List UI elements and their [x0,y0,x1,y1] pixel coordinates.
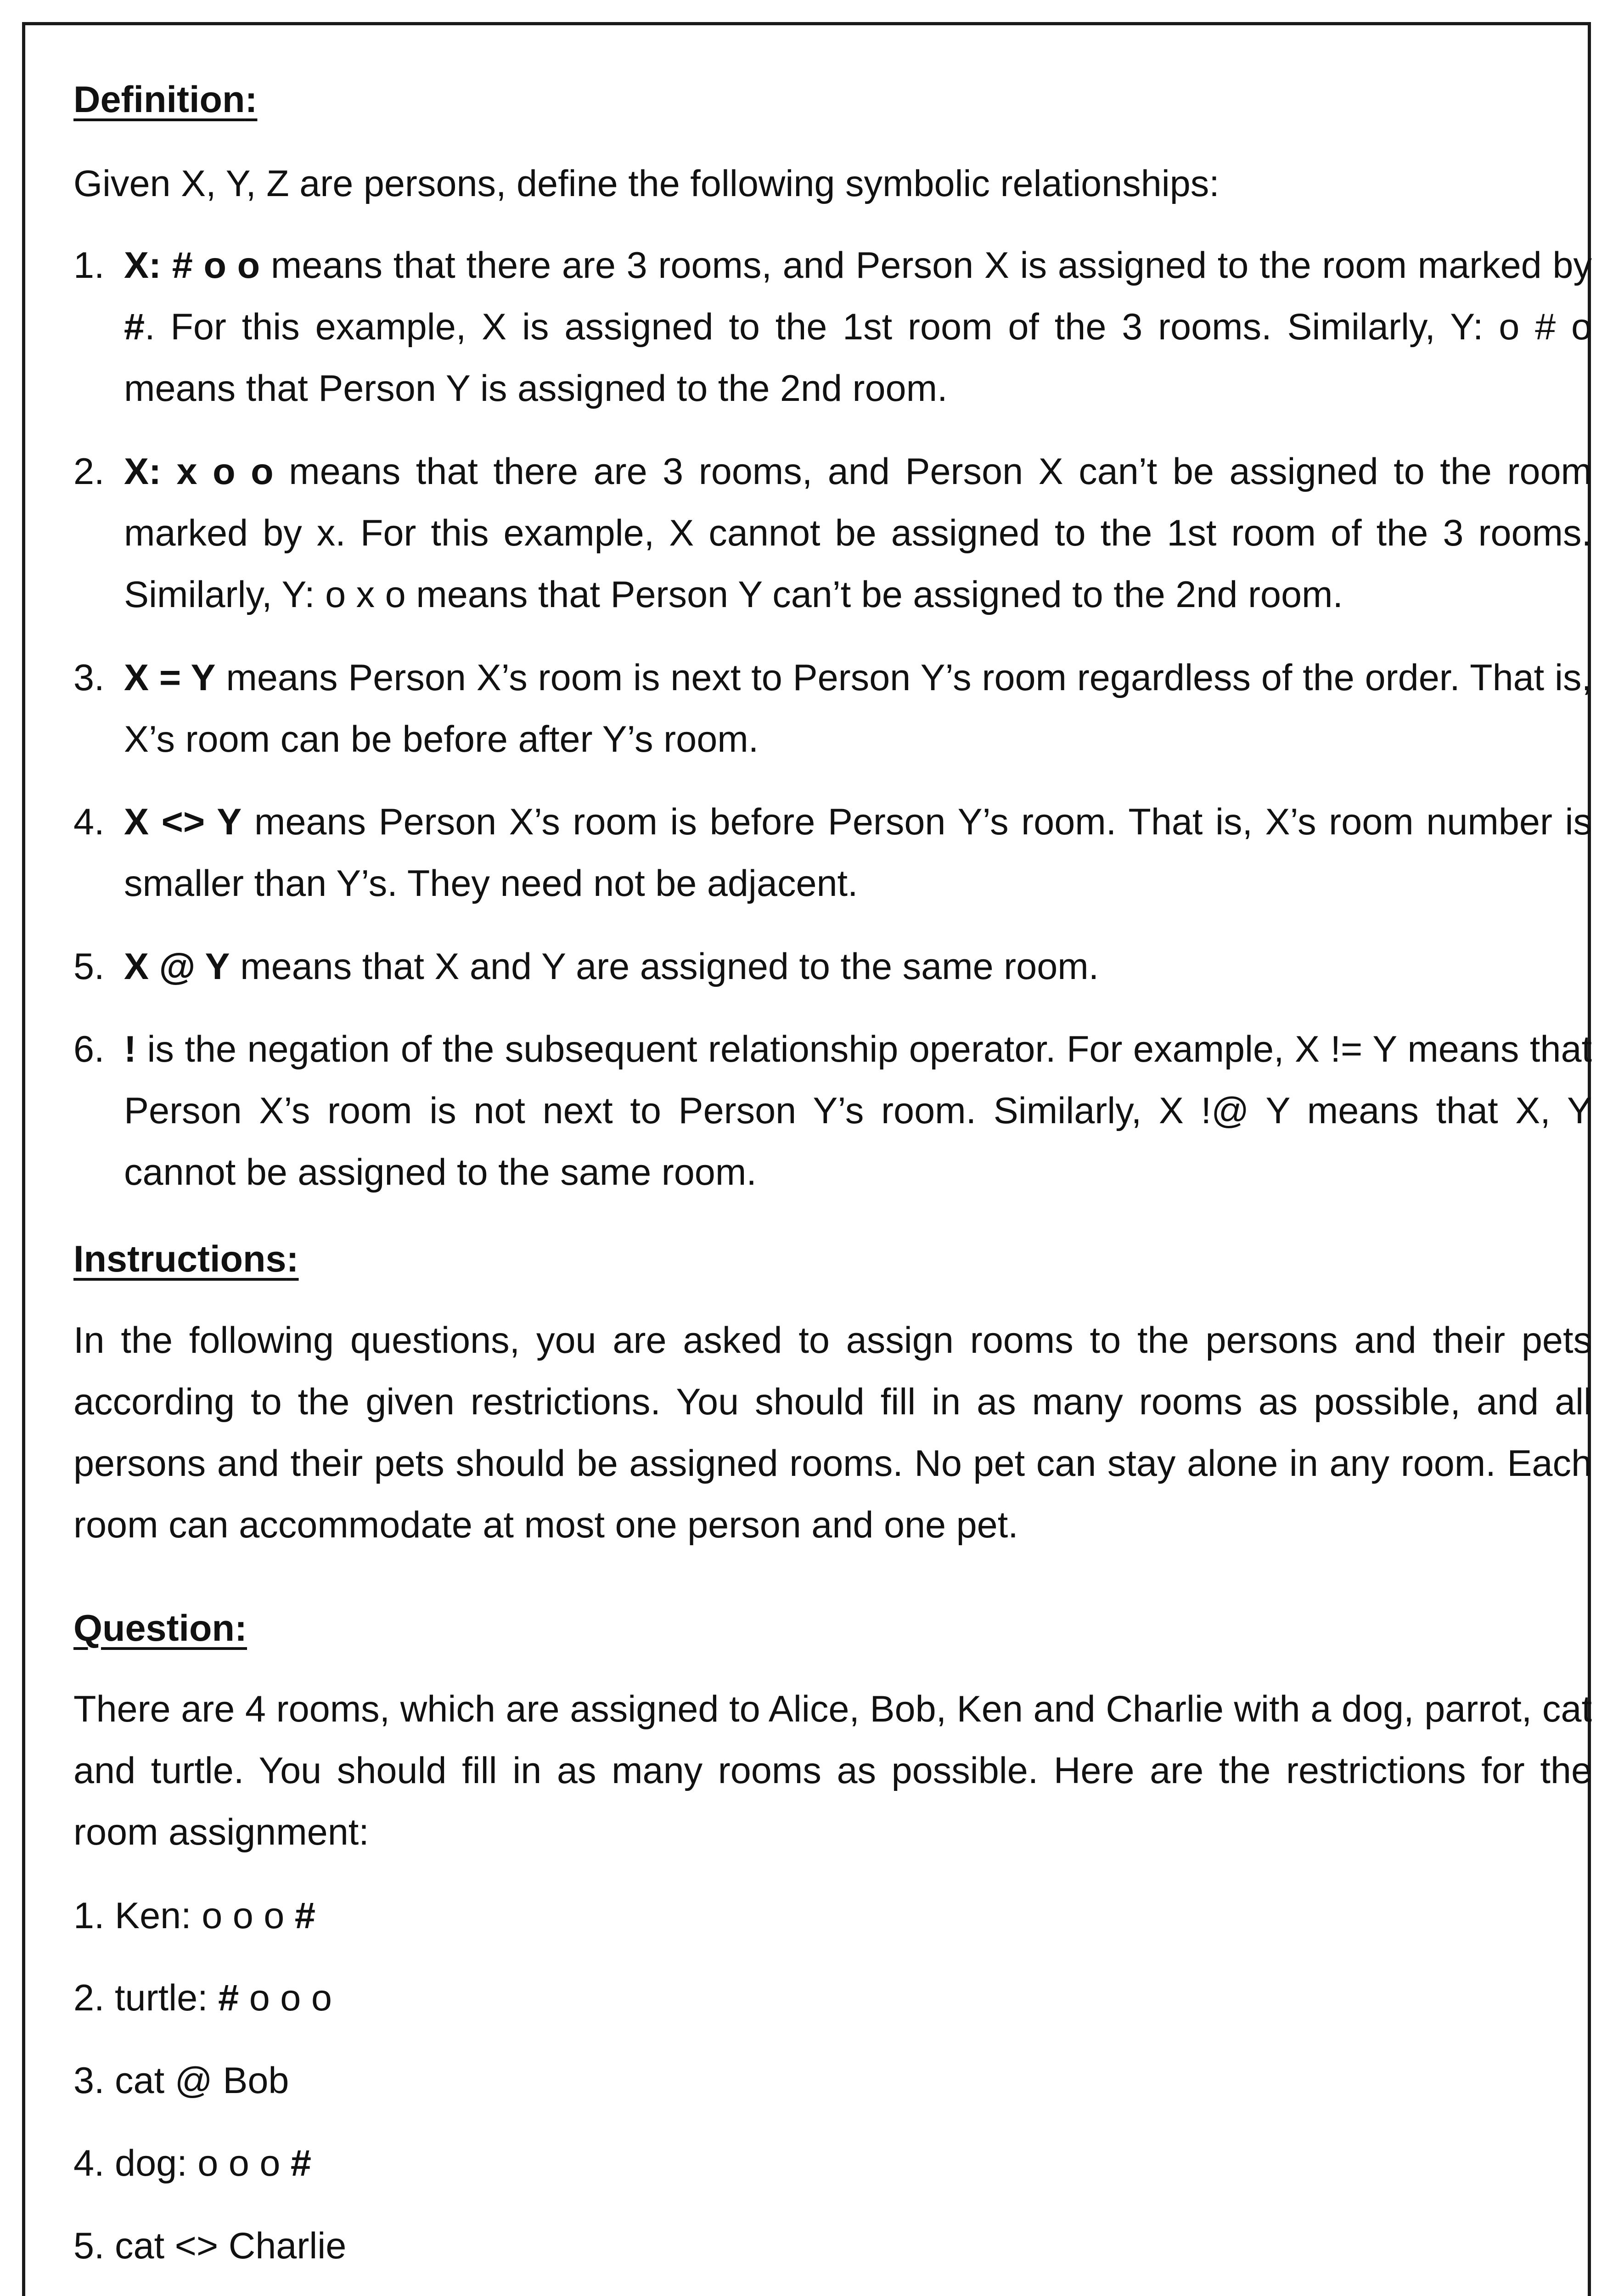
instructions-heading: Instructions: [73,1238,299,1280]
definition-item-symbol: ! [124,1029,136,1070]
question-heading: Question: [73,1608,247,1649]
restriction-3: 3. cat @ Bob [73,2060,289,2101]
definition-item-symbol: X <> Y [124,801,242,843]
definition-item-symbol: X: x o o [124,451,274,492]
question-intro: There are 4 rooms, which are assigned to Alice, Bob, Ken and Charlie with a dog, parrot, cat and turtle. You should fill in as many rooms as possible. Here are the restrictions for the room assignment: [73,1688,1592,1853]
definition-item-4: 4. X <> Y means Person X’s room is before Person Y’s room. That is, X’s room number is smaller than Y’s. They need not be adjacent. [73,801,1592,904]
definition-item-symbol: X: # o o [124,245,260,286]
definition-item-1: 1. X: # o o means that there are 3 rooms, and Person X is assigned to the room marked by #. For this example, X is assigned to the 1st room of the 3 rooms. Similarly, Y: o # o means that Person Y is assigned to the 2nd room. [73,245,1592,409]
restriction-2: 2. turtle: # o o o [73,1977,332,2019]
instructions-text: In the following questions, you are asked to assign rooms to the persons and their pets according to the given restrictions. You should fill in as many rooms as possible, and all persons and their pets should be assigned rooms. No pet can stay alone in any room. Each room can accommodate at most one person and one pet. [73,1320,1592,1546]
definition-item-6: 6. ! is the negation of the subsequent relationship operator. For example, X != Y means that Person X’s room is not next to Person Y’s room. Similarly, X !@ Y means that X, Y cannot be assigned to the same room. [73,1029,1592,1193]
definition-item-symbol: X = Y [124,657,216,698]
definition-item-3: 3. X = Y means Person X’s room is next to Person Y’s room regardless of the order. That is, X’s room can be before after Y’s room. [73,657,1592,760]
definition-item-symbol: X @ Y [124,946,230,987]
restriction-4: 4. dog: o o o # [73,2143,311,2184]
restriction-5: 5. cat <> Charlie [73,2225,347,2267]
definition-item-5: 5. X @ Y means that X and Y are assigned to the same room. [73,946,1099,987]
restriction-1: 1. Ken: o o o # [73,1895,315,1936]
definition-heading: Definition: [73,79,258,120]
document-frame [22,22,1591,2296]
definition-intro: Given X, Y, Z are persons, define the following symbolic relationships: [73,163,1220,204]
definition-item-2: 2. X: x o o means that there are 3 rooms, and Person X can’t be assigned to the room marked by x. For this example, X cannot be assigned to the 1st room of the 3 rooms. Similarly, Y: o x o means that Person Y can’t be assigned to the 2nd room. [73,451,1592,615]
